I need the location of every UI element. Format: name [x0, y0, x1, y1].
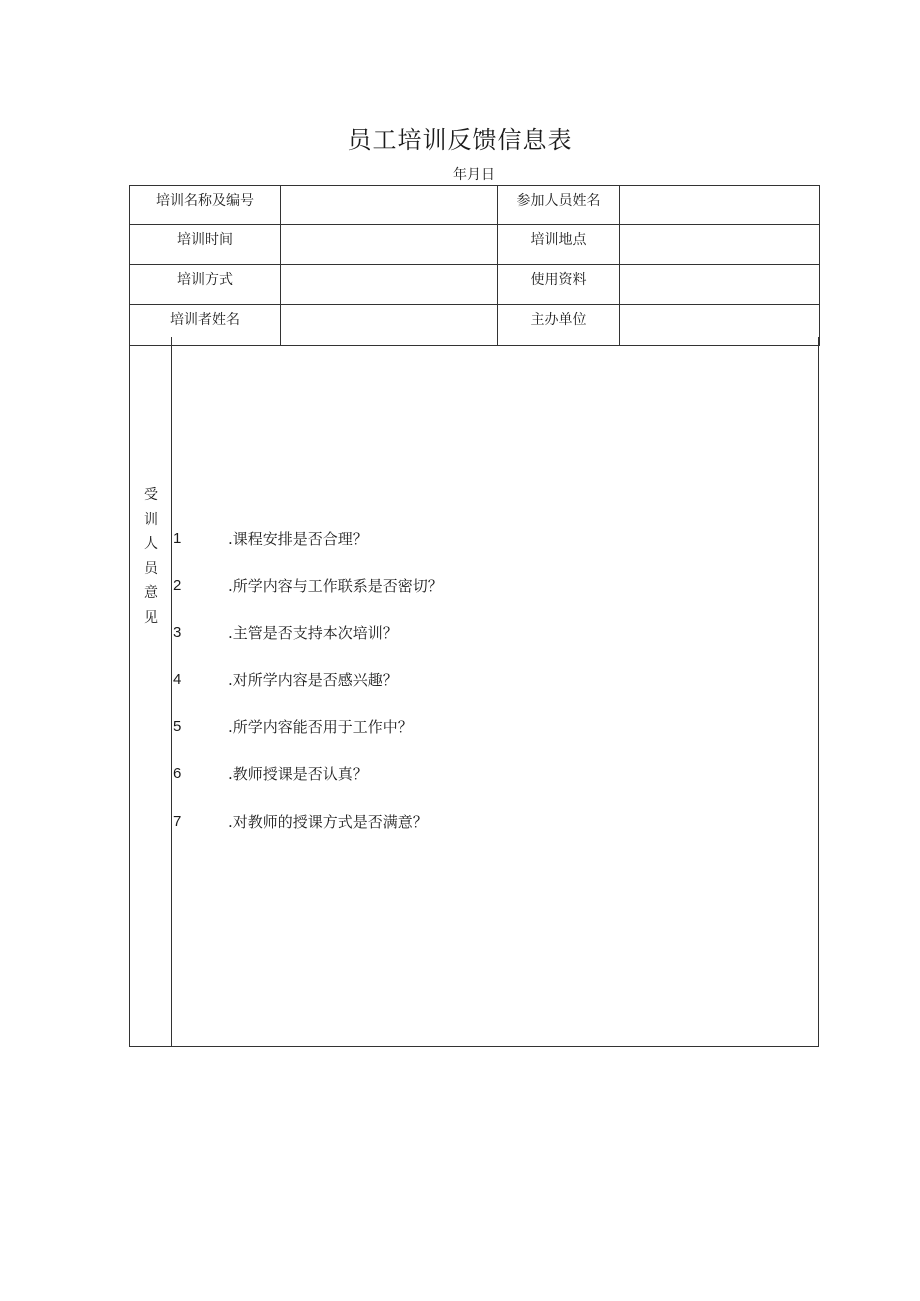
field-materials[interactable]	[620, 265, 820, 305]
trainee-opinion-label	[141, 483, 161, 630]
divider	[171, 337, 172, 1046]
label-char: 人	[144, 536, 158, 552]
question-number: 7	[173, 813, 182, 830]
label-char: 受	[144, 487, 158, 503]
question-text: .主管是否支持本次培训？	[228, 624, 398, 642]
table-row	[130, 186, 820, 225]
question-text: .所学内容能否用于工作中？	[228, 718, 413, 736]
question-number: 6	[173, 765, 182, 782]
field-training-name[interactable]	[281, 186, 498, 225]
field-training-time[interactable]	[281, 225, 498, 265]
trainee-opinion-section	[129, 337, 819, 1047]
question-number: 1	[173, 530, 182, 547]
info-table	[129, 185, 820, 346]
label-training-name: 培训名称及编号	[130, 186, 281, 225]
question-text: .所学内容与工作联系是否密切？	[228, 577, 443, 595]
question-text: .对教师的授课方式是否满意？	[228, 813, 428, 831]
label-char: 训	[144, 511, 158, 528]
field-training-location[interactable]	[620, 225, 820, 265]
table-row	[130, 265, 820, 305]
question-number: 3	[173, 624, 182, 641]
label-char: 见	[144, 609, 158, 626]
label-participant-name: 参加人员姓名	[498, 186, 620, 225]
question-number: 5	[173, 718, 182, 735]
label-char: 意	[144, 585, 158, 601]
page-title: 员工培训反馈信息表	[347, 126, 573, 154]
question-text: .课程安排是否合理？	[228, 530, 368, 548]
table-row	[130, 225, 820, 265]
question-text: .对所学内容是否感兴趣？	[228, 671, 398, 689]
question-number: 4	[173, 671, 182, 688]
label-materials: 使用资料	[498, 265, 620, 305]
label-organizer: 主办单位	[498, 305, 620, 346]
label-training-method: 培训方式	[130, 265, 281, 305]
label-char: 员	[144, 560, 158, 577]
label-training-time: 培训时间	[130, 225, 281, 265]
label-training-location: 培训地点	[498, 225, 620, 265]
label-trainer-name: 培训者姓名	[130, 305, 281, 346]
question-number: 2	[173, 577, 182, 594]
date-line: 年月日	[453, 167, 495, 183]
field-participant-name[interactable]	[620, 186, 820, 225]
question-text: .教师授课是否认真？	[228, 765, 368, 783]
field-training-method[interactable]	[281, 265, 498, 305]
